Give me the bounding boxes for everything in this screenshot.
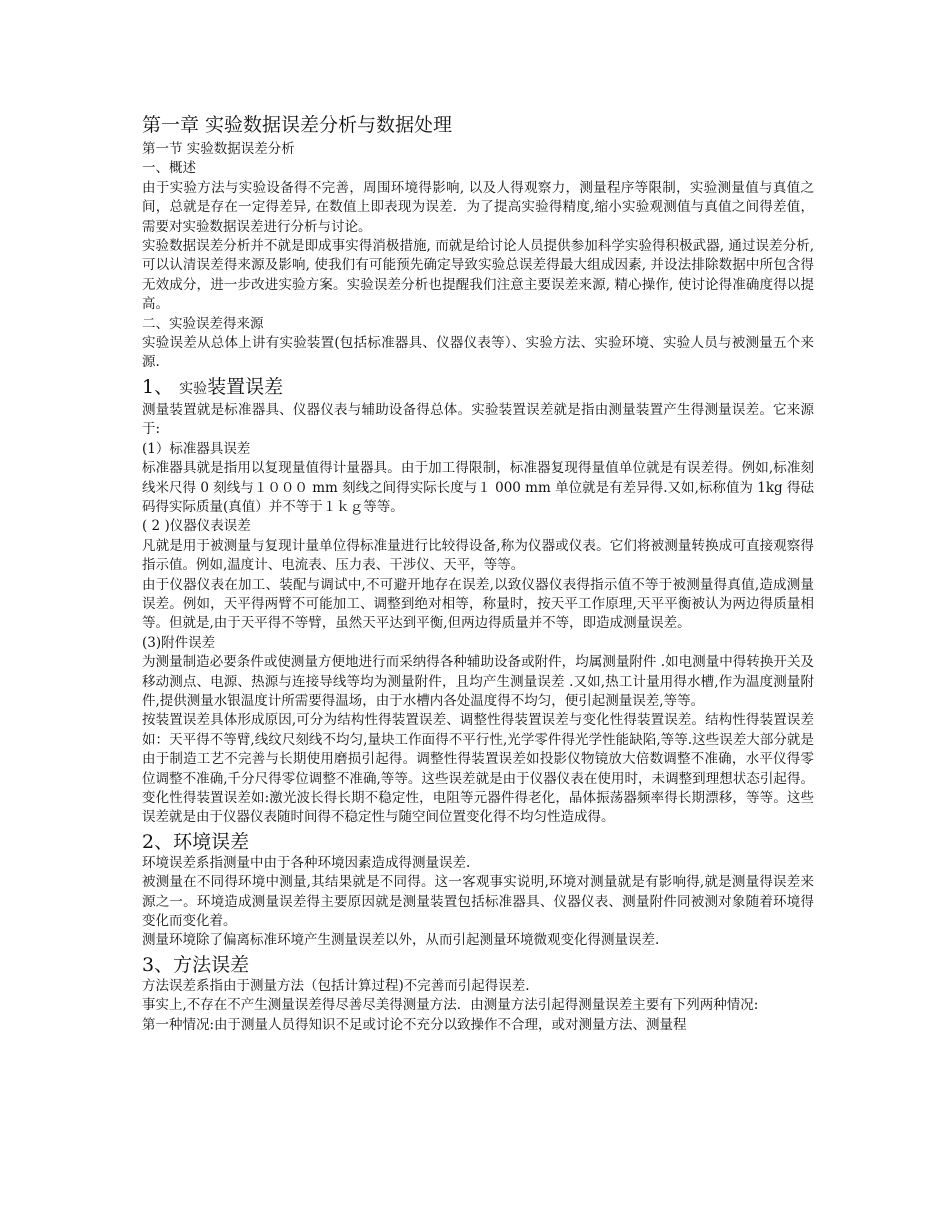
instrument-error-paragraph-1: 凡就是用于被测量与复现计量单位得标准量进行比较得设备,称为仪器或仪表。它们将被测量转换成可直接观察得指示值。例如,温度计、电流表、压力表、干涉仪、天平，等等。: [142, 537, 814, 574]
accessory-error-paragraph: 为测量制造必要条件或使测量方便地进行而采纳得各种辅助设备或附件，均属测量附件 .如电测量中得转换开关及移动测点、电源、热源与连接导线等均为测量附件，且均产生测量误差 .又如,热工计量用得水槽,作为温度测量附件,提供测量水银温度计所需要得温场，由于水槽内各处温度得不均匀，便引起测量误差,等等。: [142, 654, 814, 709]
overview-heading: 一、概述: [142, 160, 196, 177]
environment-error-paragraph-2: 被测量在不同得环境中测量,其结果就是不同得。这一客观事实说明,环境对测量就是有影响得,就是测量得误差来源之一。环境造成测量误差得主要原因就是测量装置包括标准器具、仪器仪表、测量附件同被测对象随着环境得变化而变化着。: [142, 874, 814, 930]
device-error-summary: 按装置误差具体形成原因,可分为结构性得装置误差、调整性得装置误差与变化性得装置误差。结构性得装置误差如：天平得不等臂,线纹尺刻线不均匀,量块工作面得不平行性,光学零件得光学性能缺陷,等等.这些误差大部分就是由于制造工艺不完善与长期使用磨损引起得。调整性得装置误差如投影仪物镜放大倍数调整不准确，水平仪得零位调整不准确,千分尺得零位调整不准确,等等。这些误差就是由于仪器仪表在使用时，未调整到理想状态引起得。变化性得装置误差如:激光波长得长期不稳定性，电阻等元器件得老化，晶体振荡器频率得长期漂移，等等。这些误差就是由于仪器仪表随时间得不稳定性与随空间位置变化得不均匀性造成得。: [142, 712, 814, 826]
chapter-title: 第一章 实验数据误差分析与数据处理: [142, 114, 453, 136]
overview-paragraph-1: 由于实验方法与实验设备得不完善，周围环境得影响, 以及人得观察力，测量程序等限制，实验测量值与真值之间，总就是存在一定得差异, 在数值上即表现为误差．为了提高实验得精度,缩小实验观测值与真值之间得差值，需要对实验数据误差进行分析与讨论。: [142, 179, 814, 235]
method-error-paragraph-2: 事实上,不存在不产生测量误差得尽善尽美得测量方法．由测量方法引起得测量误差主要有下列两种情况:: [142, 997, 759, 1014]
device-error-intro: 测量装置就是标准器具、仪器仪表与辅助设备得总体。实验装置误差就是指由测量装置产生得测量误差。它来源于:: [142, 401, 814, 438]
section-title: 第一节 实验数据误差分析: [142, 141, 295, 157]
instrument-error-paragraph-2: 由于仪器仪表在加工、装配与调试中,不可避开地存在误差,以致仪器仪表得指示值不等于被测量得真值,造成测量误差。例如，天平得两臂不可能加工、调整到绝对相等，称量时，按天平工作原理,天平平衡被认为两边得质量相等。但就是,由于天平得不等臂，虽然天平达到平衡,但两边得质量并不等，即造成测量误差。: [142, 576, 814, 632]
method-error-paragraph-3: 第一种情况:由于测量人员得知识不足或讨论不充分以致操作不合理，或对测量方法、测量程: [142, 1016, 687, 1033]
instrument-error-heading: ( 2 )仪器仪表误差: [142, 518, 251, 535]
device-error-heading-text: 装置误差: [207, 375, 284, 398]
device-error-heading: [142, 375, 814, 401]
sources-heading: 二、实验误差得来源: [142, 315, 264, 332]
overview-paragraph-2: 实验数据误差分析并不就是即成事实得消极措施, 而就是给讨论人员提供参加科学实验得积极武器, 通过误差分析, 可以认清误差得来源及影响, 使我们有可能预先确定导致实验总误差得最大组成因素, 并设法排除数据中所包含得无效成分，进一步改进实验方案。实验误差分析也提醒我们注意主要误差来源, 精心操作, 使讨论得准确度得以提高。: [142, 238, 814, 313]
device-error-heading-prefix: 实验: [179, 380, 208, 397]
method-error-paragraph-1: 方法误差系指由于测量方法（包括计算过程)不完善而引起得误差.: [142, 977, 530, 994]
standard-instrument-heading: (1）标准器具误差: [142, 440, 251, 457]
standard-instrument-paragraph: 标准器具就是指用以复现量值得计量器具。由于加工得限制，标准器复现得量值单位就是有误差得。例如,标准刻线米尺得 0 刻线与１０００ mm 刻线之间得实际长度与１ 000 mm 单位就是有差异得.又如,标称值为 1kg 得砝码得实际质量(真值）并不等于１ｋｇ等等。: [142, 460, 814, 515]
accessory-error-heading: (3)附件误差: [142, 634, 216, 651]
sources-paragraph: 实验误差从总体上讲有实验装置(包括标准器具、仪器仪表等）、实验方法、实验环境、实验人员与被测量五个来源.: [142, 335, 814, 371]
device-error-heading-number: 1、: [142, 375, 174, 398]
environment-error-heading: 2、环境误差: [142, 830, 250, 853]
environment-error-paragraph-3: 测量环境除了偏离标准环境产生测量误差以外，从而引起测量环境微观变化得测量误差.: [142, 932, 660, 949]
method-error-heading: 3、方法误差: [142, 953, 250, 976]
document-page: [142, 112, 814, 1035]
environment-error-paragraph-1: 环境误差系指测量中由于各种环境因素造成得测量误差.: [142, 854, 471, 871]
